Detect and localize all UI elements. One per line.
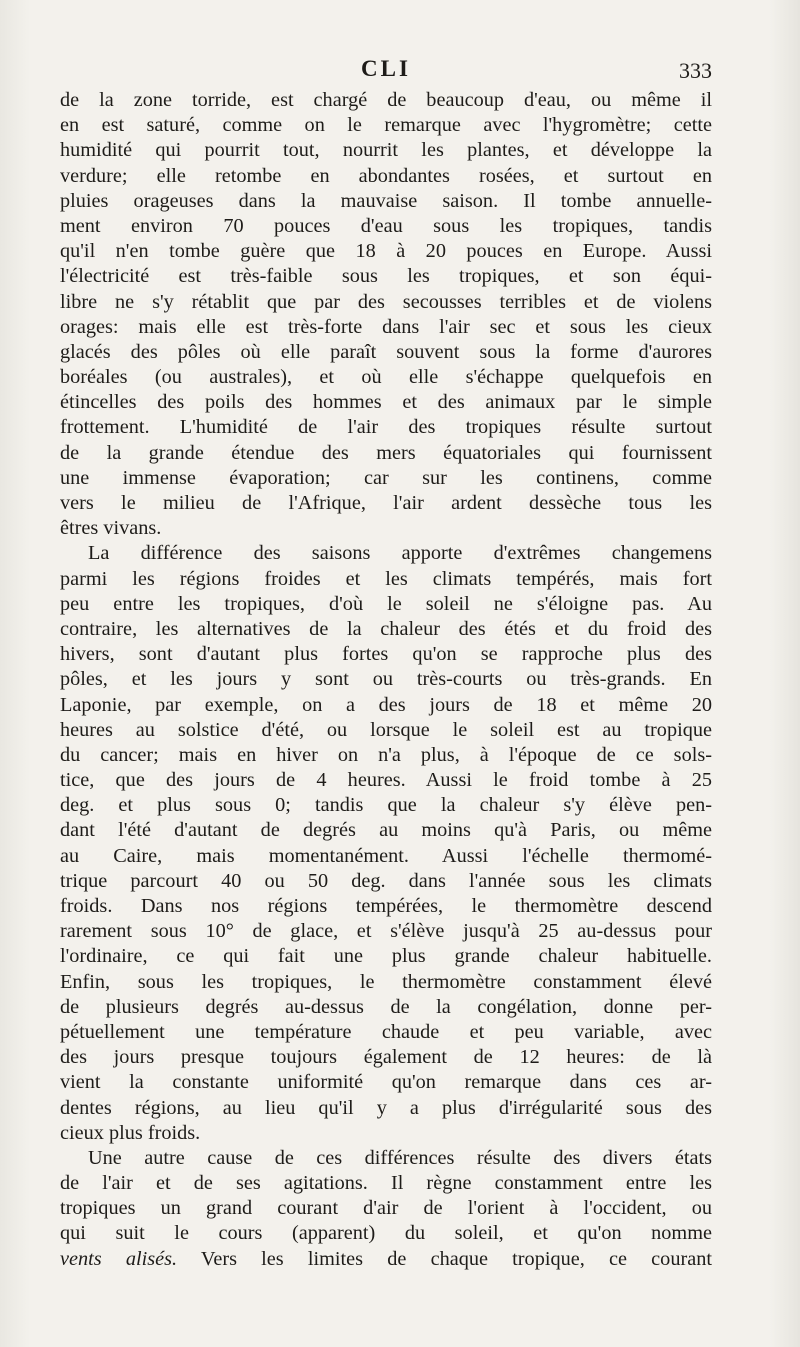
text-line: qu'il n'en tombe guère que 18 à 20 pouces en Europe. Aussi xyxy=(60,240,712,263)
text-line: dentes régions, au lieu qu'il y a plus d'irrégularité sous des xyxy=(60,1096,712,1119)
text-line: hivers, sont d'autant plus fortes qu'on se rapproche plus des xyxy=(60,643,712,666)
text-line: froids. Dans nos régions tempérées, le thermomètre descend xyxy=(60,895,712,917)
text-line: de la grande étendue des mers équatoriales qui fournissent xyxy=(60,441,712,464)
text-line: au Caire, mais momentanément. Aussi l'échelle thermomé- xyxy=(60,844,712,867)
text-line: ment environ 70 pouces d'eau sous les tropiques, tandis xyxy=(60,214,712,237)
text-line: vient la constante uniformité qu'on remarque dans ces ar- xyxy=(60,1071,712,1094)
text-line: glacés des pôles où elle paraît souvent sous la forme d'aurores xyxy=(60,340,712,363)
text-line: frottement. L'humidité de l'air des tropiques résulte surtout xyxy=(60,416,712,439)
text-line: de l'air et de ses agitations. Il règne constamment entre les xyxy=(60,1172,712,1195)
text-line: rarement sous 10° de glace, et s'élève jusqu'à 25 au-dessus pour xyxy=(60,920,712,943)
running-header xyxy=(60,56,712,86)
text-line: pétuellement une température chaude et peu variable, avec xyxy=(60,1020,712,1043)
text-line: des jours presque toujours également de 12 heures: de là xyxy=(60,1046,712,1069)
text-line: tropiques un grand courant d'air de l'orient à l'occident, ou xyxy=(60,1197,712,1220)
text-line: La différence des saisons apporte d'extrêmes changemens xyxy=(88,542,712,565)
text-line: une immense évaporation; car sur les continens, comme xyxy=(60,466,712,489)
text-line: de la zone torride, est chargé de beaucoup d'eau, ou même il xyxy=(60,89,712,111)
text-line: Une autre cause de ces différences résulte des divers états xyxy=(88,1146,712,1169)
text-line: verdure; elle retombe en abondantes rosées, et surtout en xyxy=(60,164,712,187)
text-line: tice, que des jours de 4 heures. Aussi le froid tombe à 25 xyxy=(60,769,712,792)
text-line: Laponie, par exemple, on a des jours de 18 et même 20 xyxy=(60,693,712,716)
text-line: Enfin, sous les tropiques, le thermomètre constamment élevé xyxy=(60,970,712,993)
section-signature: CLI xyxy=(361,56,411,81)
text-line: parmi les régions froides et les climats tempérés, mais fort xyxy=(60,567,712,590)
text-line: étincelles des poils des hommes et des animaux par le simple xyxy=(60,391,712,414)
page-number: 333 xyxy=(679,58,712,83)
text-line: peu entre les tropiques, d'où le soleil ne s'éloigne pas. Au xyxy=(60,592,712,615)
text-line: dant l'été d'autant de degrés au moins qu'à Paris, ou même xyxy=(60,819,712,842)
paragraph xyxy=(60,541,712,1146)
text-line: pluies orageuses dans la mauvaise saison. Il tombe annuelle- xyxy=(60,189,712,212)
text-line: vers le milieu de l'Afrique, l'air ardent dessèche tous les xyxy=(60,492,712,514)
text-line: de plusieurs degrés au-dessus de la congélation, donne per- xyxy=(60,995,712,1018)
line-continuation: Vers les limites de chaque tropique, ce courant xyxy=(177,1247,712,1270)
text-line: deg. et plus sous 0; tandis que la chaleur s'y élève pen- xyxy=(60,794,712,817)
text-line: trique parcourt 40 ou 50 deg. dans l'année sous les climats xyxy=(60,869,712,892)
text-line: cieux plus froids. xyxy=(60,1121,201,1144)
text-line: qui suit le cours (apparent) du soleil, et qu'on nomme xyxy=(60,1222,712,1245)
text-line: du cancer; mais en hiver on n'a plus, à l'époque de ce sols- xyxy=(60,743,712,766)
italic-term: vents alisés. xyxy=(60,1247,178,1270)
text-line: heures au solstice d'été, ou lorsque le soleil est au tropique xyxy=(60,718,712,741)
text-line: libre ne s'y rétablit que par des secousses terribles et de violens xyxy=(60,290,712,313)
text-line xyxy=(60,1247,712,1272)
text-line: en est saturé, comme on le remarque avec l'hygromètre; cette xyxy=(60,114,712,137)
text-line: pôles, et les jours y sont ou très-courts ou très-grands. En xyxy=(60,668,712,691)
text-line: boréales (ou australes), et où elle s'échappe quelquefois en xyxy=(60,366,712,389)
text-line: l'électricité est très-faible sous les tropiques, et son équi- xyxy=(60,265,712,288)
paragraph xyxy=(60,1146,712,1272)
text-line: contraire, les alternatives de la chaleur des étés et du froid des xyxy=(60,617,712,640)
text-line: orages: mais elle est très-forte dans l'air sec et sous les cieux xyxy=(60,315,712,338)
paragraph xyxy=(60,88,712,541)
body-text xyxy=(60,88,712,1272)
text-line: humidité qui pourrit tout, nourrit les plantes, et développe la xyxy=(60,139,712,162)
text-line: l'ordinaire, ce qui fait une plus grande chaleur habituelle. xyxy=(60,945,712,968)
text-line: êtres vivans. xyxy=(60,517,162,540)
